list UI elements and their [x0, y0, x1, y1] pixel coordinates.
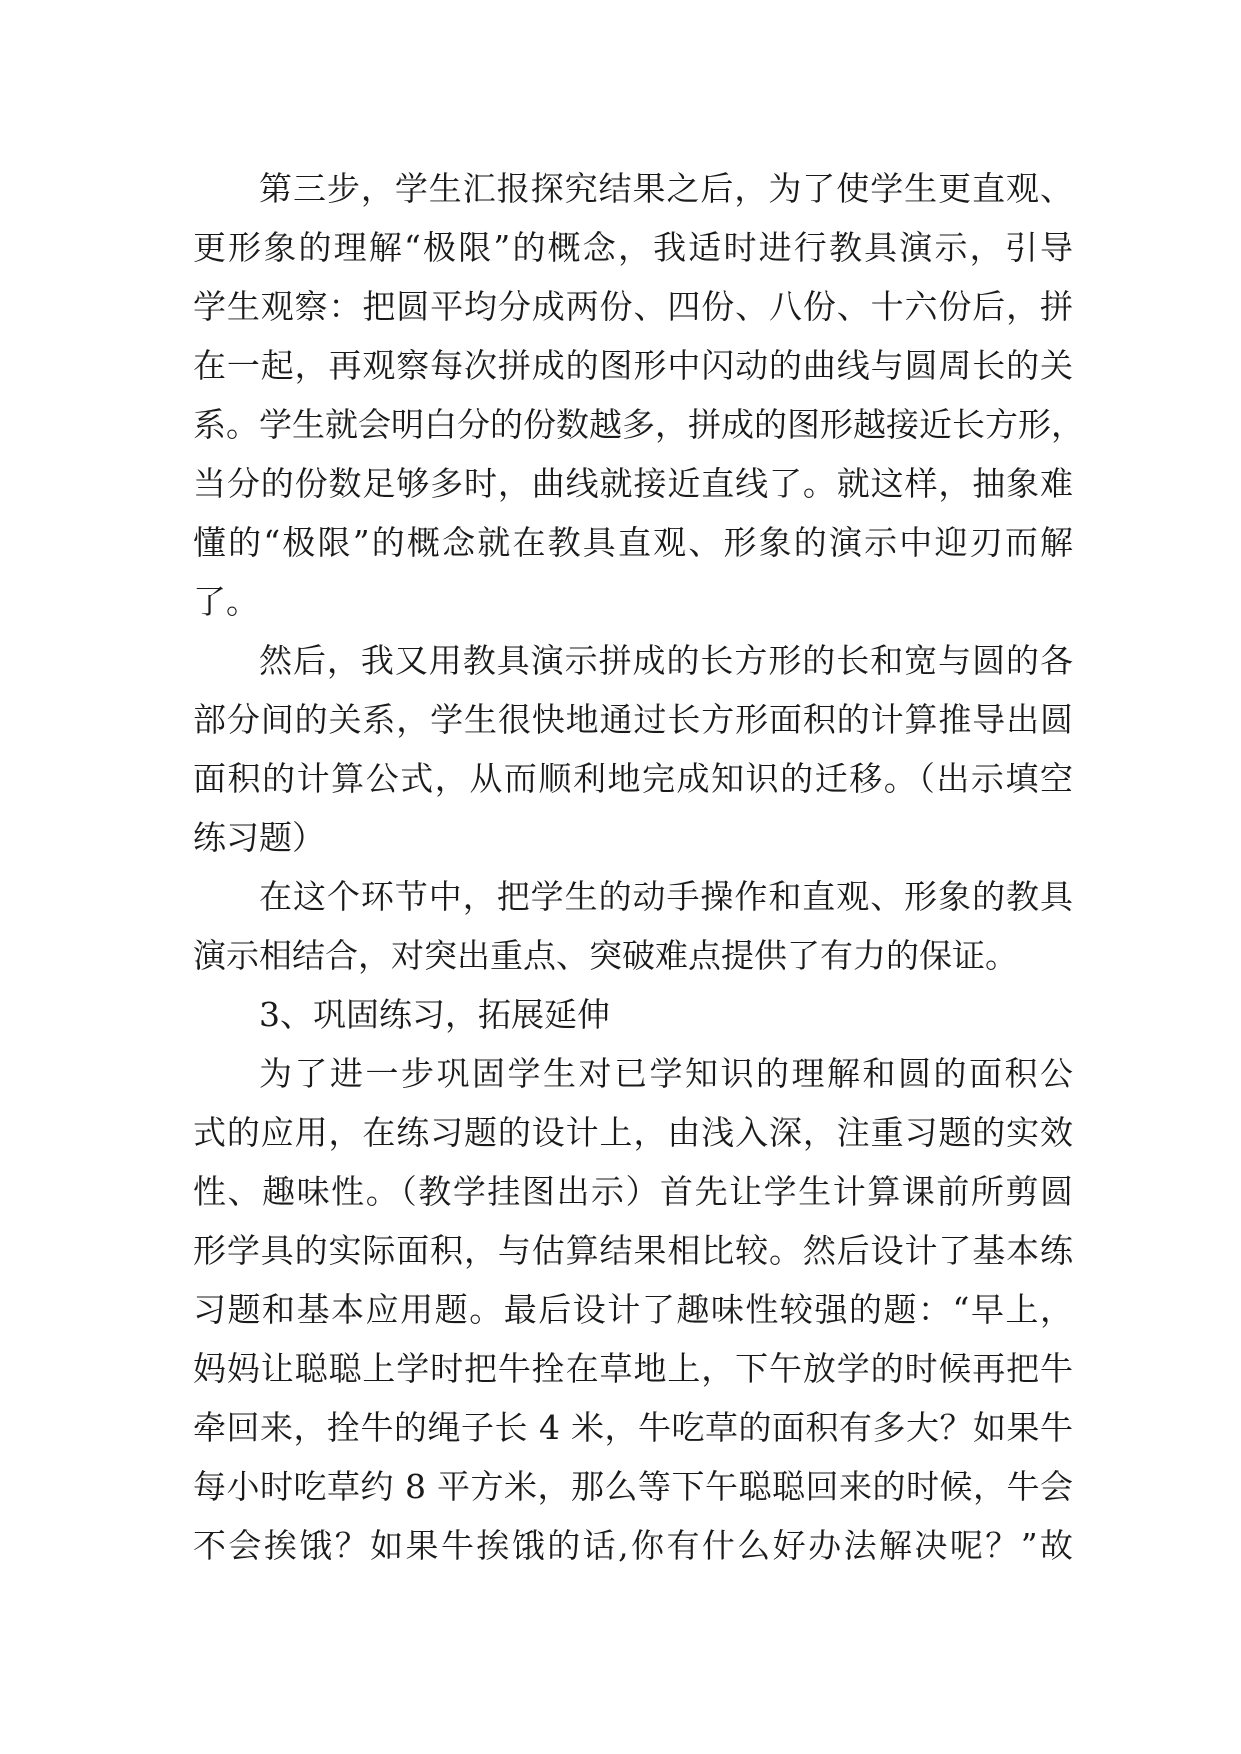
paragraph-line: 不会挨饿？如果牛挨饿的话,你有什么好办法解决呢？”故 — [193, 1526, 1073, 1565]
paragraph-line: 在一起，再观察每次拼成的图形中闪动的曲线与圆周长的关 — [193, 346, 1073, 385]
paragraph-line: 面积的计算公式，从而顺利地完成知识的迁移。（出示填空 — [193, 759, 1073, 798]
paragraph-line: 懂的“极限”的概念就在教具直观、形象的演示中迎刃而解 — [193, 523, 1073, 562]
paragraph-line: 第三步，学生汇报探究结果之后，为了使学生更直观、 — [259, 169, 1073, 208]
paragraph-line: 系。学生就会明白分的份数越多，拼成的图形越接近长方形， — [193, 405, 1084, 444]
paragraph-line: 每小时吃草约 8 平方米，那么等下午聪聪回来的时候，牛会 — [193, 1467, 1073, 1506]
paragraph-line: 为了进一步巩固学生对已学知识的理解和圆的面积公 — [259, 1054, 1073, 1093]
paragraph-line: 习题和基本应用题。最后设计了趣味性较强的题：“早上， — [193, 1290, 1073, 1329]
paragraph-line: 了。 — [193, 582, 259, 621]
paragraph-line: 更形象的理解“极限”的概念，我适时进行教具演示，引导 — [193, 228, 1073, 267]
paragraph-line: 当分的份数足够多时，曲线就接近直线了。就这样，抽象难 — [193, 464, 1073, 503]
section-heading: 3、巩固练习，拓展延伸 — [259, 995, 610, 1034]
paragraph-line: 部分间的关系，学生很快地通过长方形面积的计算推导出圆 — [193, 700, 1073, 739]
paragraph-line: 性、趣味性。（教学挂图出示）首先让学生计算课前所剪圆 — [193, 1172, 1073, 1211]
paragraph-line: 妈妈让聪聪上学时把牛拴在草地上，下午放学的时候再把牛 — [193, 1349, 1073, 1388]
paragraph-line: 然后，我又用教具演示拼成的长方形的长和宽与圆的各 — [259, 641, 1073, 680]
paragraph-line: 学生观察：把圆平均分成两份、四份、八份、十六份后，拼 — [193, 287, 1073, 326]
paragraph-line: 形学具的实际面积，与估算结果相比较。然后设计了基本练 — [193, 1231, 1073, 1270]
paragraph-line: 演示相结合，对突出重点、突破难点提供了有力的保证。 — [193, 936, 1018, 975]
paragraph-line: 式的应用，在练习题的设计上，由浅入深，注重习题的实效 — [193, 1113, 1073, 1152]
paragraph-line: 牵回来，拴牛的绳子长 4 米，牛吃草的面积有多大？如果牛 — [193, 1408, 1073, 1447]
paragraph-line: 在这个环节中，把学生的动手操作和直观、形象的教具 — [259, 877, 1073, 916]
paragraph-line: 练习题） — [193, 818, 325, 857]
